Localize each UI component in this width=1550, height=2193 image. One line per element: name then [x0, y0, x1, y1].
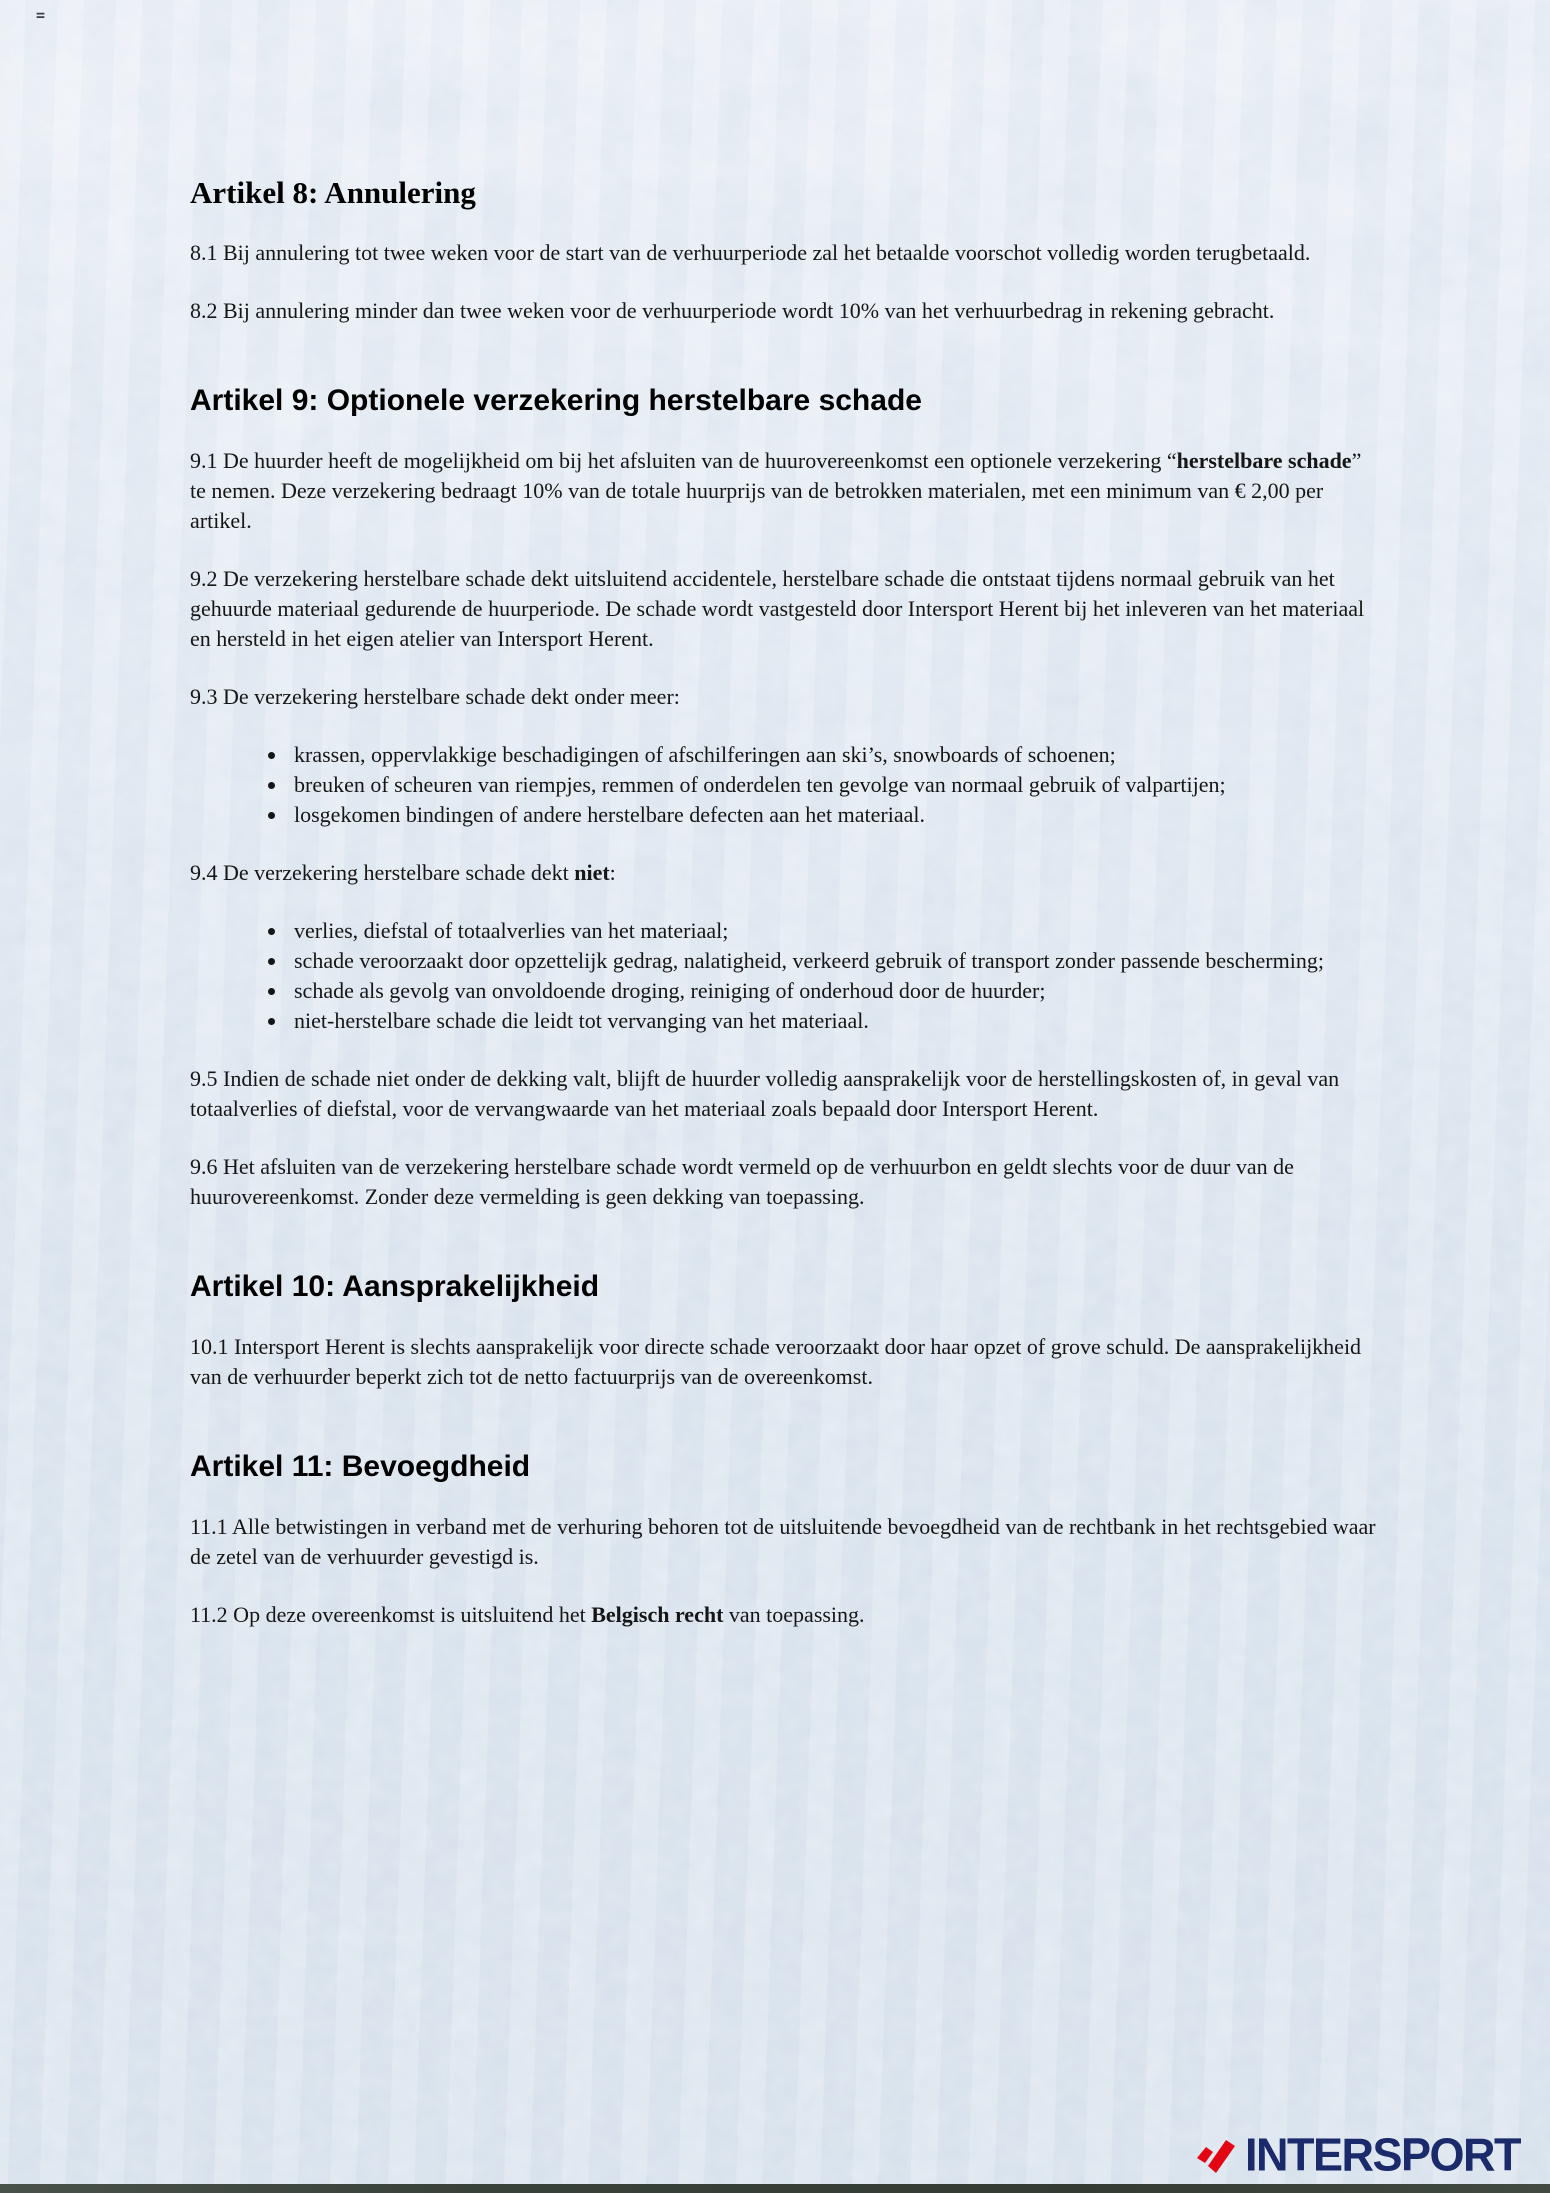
list-item: • losgekomen bindingen of andere herstelbare defecten aan het materiaal. [288, 800, 1382, 830]
document-section [190, 1450, 1382, 1630]
page-bottom-strip [0, 2184, 1550, 2193]
bold-text-run: niet [574, 860, 610, 885]
list-item: • schade veroorzaakt door opzettelijk gedrag, nalatigheid, verkeerd gebruik of transport zonder passende bescherming; [288, 946, 1382, 976]
paragraph [190, 1064, 1382, 1124]
text-run: 9.2 De verzekering herstelbare schade dekt uitsluitend accidentele, herstelbare schade die ontstaat tijdens normaal gebruik van het gehuurde materiaal gedurende de huurperiode. De schade wordt vastgesteld door Intersport Herent bij het inleveren van het materiaal en hersteld in het eigen atelier van Intersport Herent. [190, 566, 1365, 651]
text-run: 9.3 De verzekering herstelbare schade dekt onder meer: [190, 684, 680, 709]
paragraph [190, 858, 1382, 888]
section-heading: Artikel 9: Optionele verzekering herstelbare schade [190, 384, 922, 417]
intersport-mark-icon [1195, 2135, 1237, 2175]
text-run: 11.1 Alle betwistingen in verband met de verhuring behoren tot de uitsluitende bevoegdheid van de rechtbank in het rechtsgebied waar de zetel van de verhuurder gevestigd is. [190, 1514, 1376, 1569]
text-run: 9.5 Indien de schade niet onder de dekking valt, blijft de huurder volledig aansprakelijk voor de herstellingskosten of, in geval van totaalverlies of diefstal, voor de vervangwaarde van het materiaal zoals bepaald door Intersport Herent. [190, 1066, 1340, 1121]
paragraph [190, 1600, 1382, 1630]
bullet-list [190, 740, 1382, 830]
bold-text-run: herstelbare schade [1176, 448, 1352, 473]
text-run: 8.2 Bij annulering minder dan twee weken voor de verhuurperiode wordt 10% van het verhuurbedrag in rekening gebracht. [190, 298, 1275, 323]
paragraph [190, 1512, 1382, 1572]
document-section [190, 1270, 1382, 1392]
section-heading: Artikel 11: Bevoegdheid [190, 1450, 531, 1483]
list-item: • niet-herstelbare schade die leidt tot vervanging van het materiaal. [288, 1006, 1382, 1036]
list-item: • breuken of scheuren van riempjes, remmen of onderdelen ten gevolge van normaal gebruik of valpartijen; [288, 770, 1382, 800]
text-run: : [609, 860, 616, 885]
document-section [190, 176, 1382, 326]
intersport-logo [1195, 2128, 1520, 2181]
paragraph [190, 682, 1382, 712]
text-run: 8.1 Bij annulering tot twee weken voor de start van de verhuurperiode zal het betaalde voorschot volledig worden terugbetaald. [190, 240, 1311, 265]
text-run: 11.2 Op deze overeenkomst is uitsluitend het [190, 1602, 592, 1627]
document-body [190, 176, 1382, 1630]
bold-text-run: Belgisch recht [591, 1602, 724, 1627]
text-run: 9.1 De huurder heeft de mogelijkheid om bij het afsluiten van de huurovereenkomst een optionele verzekering “ [190, 448, 1177, 473]
list-item: • verlies, diefstal of totaalverlies van het materiaal; [288, 916, 1382, 946]
paragraph [190, 1152, 1382, 1212]
paragraph [190, 1332, 1382, 1392]
section-heading: Artikel 10: Aansprakelijkheid [190, 1270, 600, 1303]
section-heading: Artikel 8: Annulering [190, 175, 476, 210]
paragraph [190, 564, 1382, 654]
text-run: van toepassing. [723, 1602, 865, 1627]
bullet-list [190, 916, 1382, 1036]
text-run: 9.4 De verzekering herstelbare schade dekt [190, 860, 575, 885]
list-item: • krassen, oppervlakkige beschadigingen of afschilferingen aan ski’s, snowboards of schoenen; [288, 740, 1382, 770]
document-section [190, 384, 1382, 1212]
text-run: ” te nemen. Deze verzekering bedraagt 10% van de totale huurprijs van de betrokken materialen, met een minimum van € 2,00 per artikel. [190, 448, 1362, 533]
list-item: • schade als gevolg van onvoldoende droging, reiniging of onderhoud door de huurder; [288, 976, 1382, 1006]
intersport-logo-text: INTERSPORT [1244, 2128, 1520, 2181]
paragraph [190, 446, 1382, 536]
corner-mark: = [36, 6, 45, 24]
text-run: 10.1 Intersport Herent is slechts aansprakelijk voor directe schade veroorzaakt door haar opzet of grove schuld. De aansprakelijkheid van de verhuurder beperkt zich tot de netto factuurprijs van de overeenkomst. [190, 1334, 1362, 1389]
paragraph [190, 238, 1382, 268]
paragraph [190, 296, 1382, 326]
text-run: 9.6 Het afsluiten van de verzekering herstelbare schade wordt vermeld op de verhuurbon en geldt slechts voor de duur van de huurovereenkomst. Zonder deze vermelding is geen dekking van toepassing. [190, 1154, 1294, 1209]
